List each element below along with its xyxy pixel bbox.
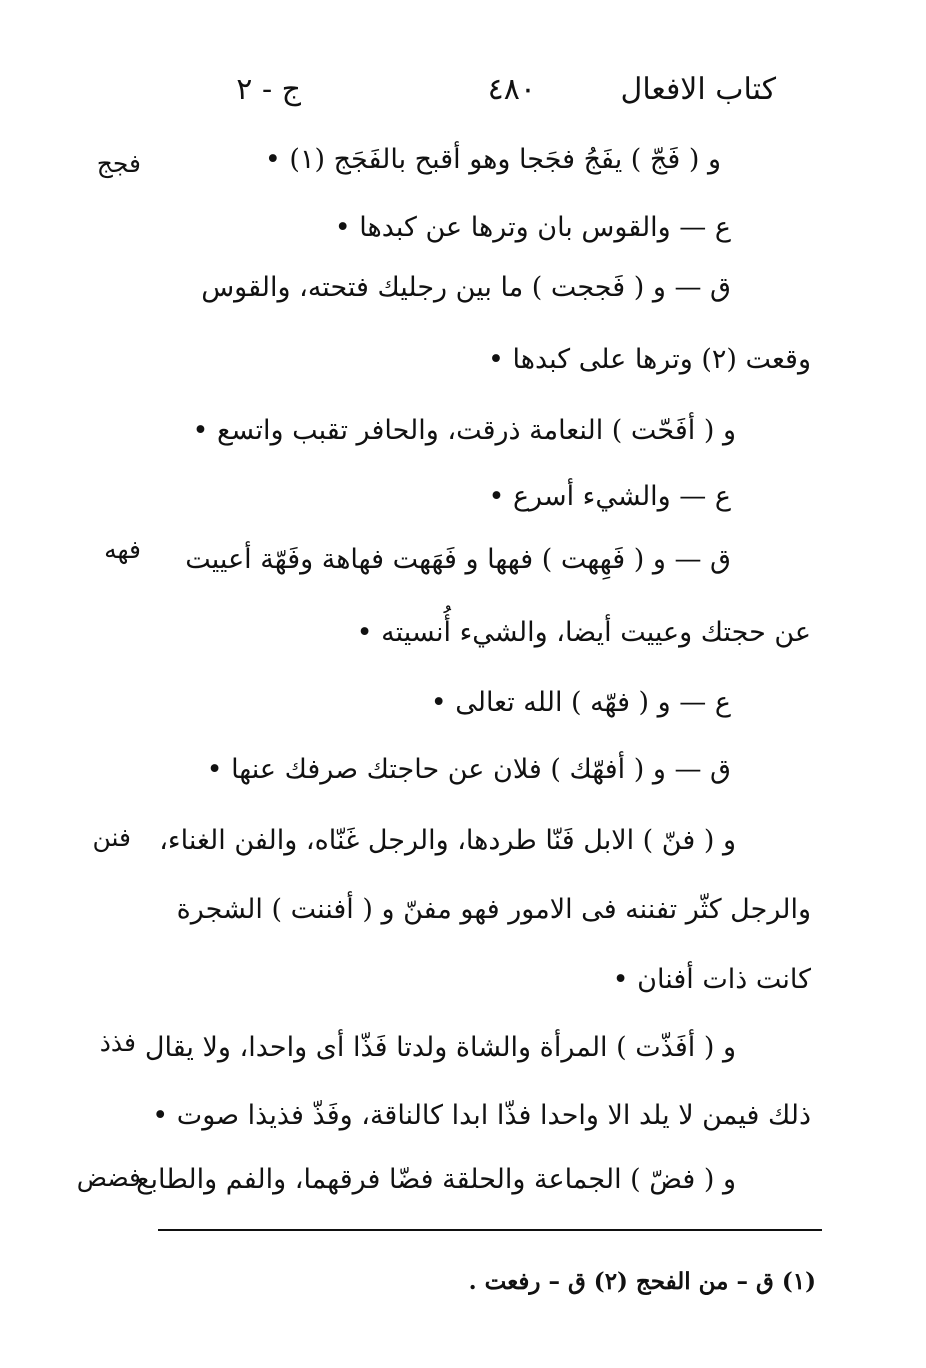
- book-title: كتاب الافعال: [620, 72, 776, 107]
- volume-number: ج - ٢: [236, 72, 301, 107]
- text-line: و ( أفَحّت ) النعامة ذرقت، والحافر تقبب واتسع •: [192, 415, 736, 446]
- text-line: ع — والقوس بان وترها عن كبدها •: [334, 212, 731, 243]
- text-line: ق — و ( أفهّك ) فلان عن حاجتك صرفك عنها •: [206, 754, 731, 785]
- margin-root-fnn: فنن: [92, 823, 131, 852]
- margin-root-fdhdh: فذذ: [99, 1028, 136, 1057]
- margin-root-fjj: فجج: [96, 149, 141, 178]
- text-line: عن حجتك وعييت أيضا، والشيء أُنسيته •: [356, 617, 811, 648]
- text-line: ع — و ( فهّه ) الله تعالى •: [430, 687, 731, 718]
- text-line: و ( فضّ ) الجماعة والحلقة فضّا فرقهما، والفم والطابع: [136, 1164, 736, 1195]
- text-line: ق — و ( فَججت ) ما بين رجليك فتحته، والقوس: [201, 272, 731, 303]
- text-line: والرجل كثّر تفننه فى الامور فهو مفنّ و ( أفننت ) الشجرة: [176, 894, 811, 925]
- text-line: ع — والشيء أسرع •: [488, 481, 731, 512]
- text-line: ذلك فيمن لا يلد الا واحدا فذّا ابدا كالناقة، وفَذّ فذيذا صوت •: [152, 1100, 811, 1131]
- text-line: وقعت (٢) وترها على كبدها •: [487, 344, 811, 375]
- text-line: ق — و ( فَهِهت ) فهها و فَهَهت فهاهة وفَهّة أعييت: [185, 544, 731, 575]
- text-line: و ( فَجّ ) يفَجُ فجَجا وهو أقبح بالفَجَج (١) •: [264, 144, 721, 175]
- margin-root-fdd: فضض: [76, 1163, 141, 1192]
- text-line: و ( أفَذّت ) المرأة والشاة ولدتا فَذّا أى واحدا، ولا يقال: [144, 1032, 736, 1063]
- footnote: (١) ق – من الفحج (٢) ق – رفعت .: [468, 1268, 816, 1295]
- text-line: و ( فنّ ) الابل فَنّا طردها، والرجل غَنّاه، والفن الغناء،: [159, 825, 736, 856]
- text-line: كانت ذات أفنان •: [612, 964, 811, 995]
- page-number: ٤٨٠: [487, 72, 536, 107]
- footnote-separator: [158, 1229, 822, 1231]
- margin-root-fhh: فهه: [104, 535, 141, 564]
